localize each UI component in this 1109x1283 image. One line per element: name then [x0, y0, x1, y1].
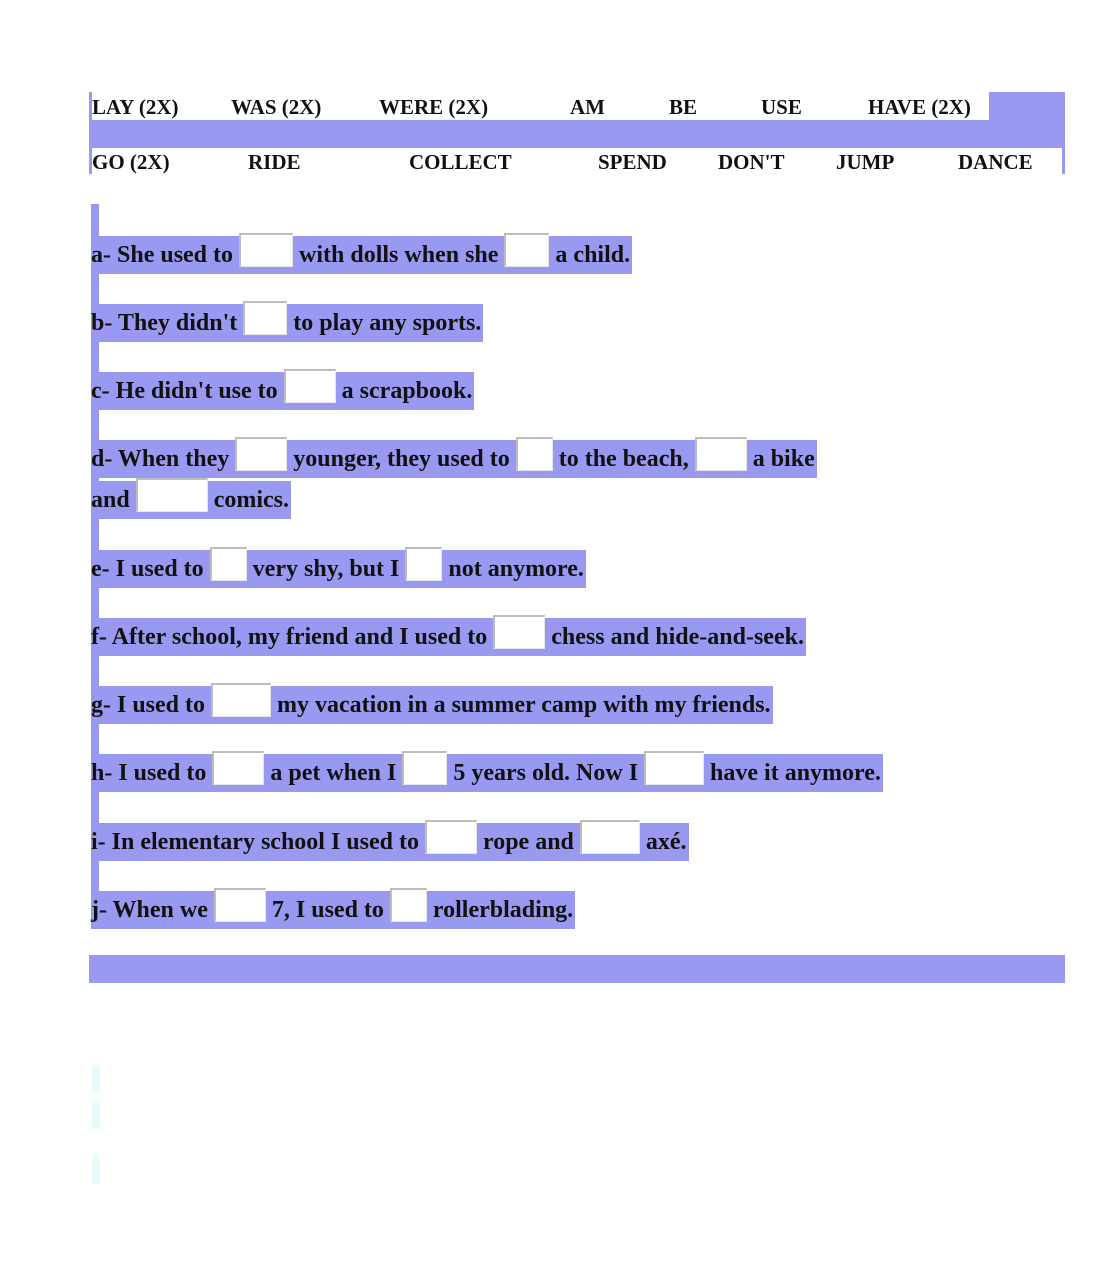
sentence-a-text-3: a child.: [555, 242, 631, 268]
sentence-d-text-1: d- When they: [91, 446, 230, 472]
sentence-b-text-1: b- They didn't: [91, 310, 238, 336]
sentence-j-text-1: j- When we: [91, 897, 208, 923]
word-lay: LAY (2X): [92, 95, 179, 119]
sentence-b: [91, 304, 483, 342]
word-dont: DON'T: [718, 150, 785, 174]
word-dance: DANCE: [958, 150, 1033, 174]
word-bank-edge-right: [1062, 148, 1065, 174]
sentence-d-text-2: younger, they used to: [293, 446, 510, 472]
sentence-d-line-2: [91, 481, 291, 519]
sentence-g: [91, 686, 773, 724]
answer-d-2[interactable]: [516, 437, 553, 471]
answer-h-1[interactable]: [212, 751, 264, 785]
answer-g-1[interactable]: [211, 683, 271, 717]
word-bank-band-middle: [89, 120, 1065, 148]
sentence-h-text-1: h- I used to: [91, 760, 207, 786]
sentence-d-text-3: to the beach,: [558, 446, 689, 472]
sentence-d-text-6: comics.: [213, 487, 290, 513]
answer-b-1[interactable]: [243, 301, 287, 335]
sentence-e-text-3: not anymore.: [448, 556, 584, 582]
sentence-j-text-2: 7, I used to: [271, 897, 384, 923]
sentence-f-text-2: chess and hide-and-seek.: [551, 624, 804, 650]
answer-i-2[interactable]: [580, 820, 640, 854]
sentence-g-text-2: my vacation in a summer camp with my friends.: [277, 692, 771, 718]
sentence-d-text-4: a bike: [752, 446, 815, 472]
sentence-e-text-1: e- I used to: [91, 556, 204, 582]
answer-f-1[interactable]: [493, 615, 545, 649]
word-were: WERE (2X): [379, 95, 489, 119]
word-collect: COLLECT: [409, 150, 512, 174]
sentence-h-text-4: have it anymore.: [710, 760, 881, 786]
sentence-g-text-1: g- I used to: [91, 692, 206, 718]
answer-e-1[interactable]: [210, 547, 247, 581]
cyan-mark-2: [92, 1101, 100, 1129]
sentence-c-text-2: a scrapbook.: [341, 378, 473, 404]
sentence-j-text-3: rollerblading.: [432, 897, 574, 923]
bottom-highlight-bar: [89, 955, 1065, 983]
cyan-mark-3: [92, 1156, 100, 1184]
answer-c-1[interactable]: [284, 369, 336, 403]
word-be: BE: [669, 95, 698, 119]
word-spend: SPEND: [598, 150, 667, 174]
sentence-e-text-2: very shy, but I: [252, 556, 400, 582]
sentence-f-text-1: f- After school, my friend and I used to: [91, 624, 488, 650]
sentence-i-text-1: i- In elementary school I used to: [91, 829, 419, 855]
word-have: HAVE (2X): [868, 95, 971, 119]
answer-d-4[interactable]: [136, 478, 208, 512]
sentence-a: [91, 236, 632, 274]
sentence-i-text-2: rope and: [482, 829, 574, 855]
sentence-f: [91, 618, 806, 656]
answer-i-1[interactable]: [425, 820, 477, 854]
word-ride: RIDE: [248, 150, 301, 174]
cyan-mark-1: [92, 1065, 100, 1093]
sentence-c-text-1: c- He didn't use to: [91, 378, 278, 404]
word-bank-band-right: [989, 92, 1065, 120]
sentence-a-text-1: a- She used to: [91, 242, 234, 268]
sentence-d-line-1: [91, 440, 817, 478]
answer-j-2[interactable]: [390, 888, 427, 922]
answer-j-1[interactable]: [214, 888, 266, 922]
answer-h-3[interactable]: [644, 751, 704, 785]
word-jump: JUMP: [836, 150, 895, 174]
sentence-a-text-2: with dolls when she: [299, 242, 499, 268]
answer-e-2[interactable]: [405, 547, 442, 581]
sentence-h-text-2: a pet when I: [270, 760, 397, 786]
answer-a-2[interactable]: [504, 233, 549, 267]
word-go: GO (2X): [92, 150, 170, 174]
sentence-h-text-3: 5 years old. Now I: [453, 760, 639, 786]
word-was: WAS (2X): [231, 95, 322, 119]
answer-d-1[interactable]: [235, 437, 287, 471]
sentence-b-text-2: to play any sports.: [293, 310, 482, 336]
answer-h-2[interactable]: [402, 751, 447, 785]
sentence-j: [91, 891, 575, 929]
answer-d-3[interactable]: [695, 437, 747, 471]
word-use: USE: [761, 95, 802, 119]
sentence-i: [91, 823, 689, 861]
sentence-h: [91, 754, 883, 792]
sentence-d-text-5: and: [91, 487, 130, 513]
sentence-e: [91, 550, 586, 588]
sentence-c: [91, 372, 474, 410]
sentence-i-text-3: axé.: [645, 829, 687, 855]
word-am: AM: [570, 95, 605, 119]
answer-a-1[interactable]: [239, 233, 293, 267]
